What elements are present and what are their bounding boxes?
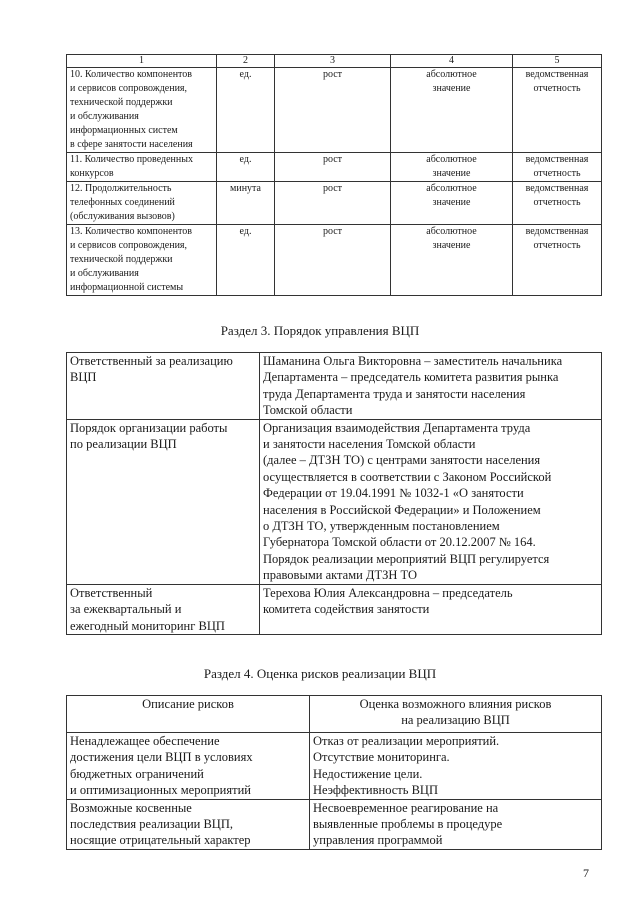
table-header-row	[67, 696, 602, 733]
indicator-type: абсолютное значение	[391, 153, 513, 182]
indicator-source: ведомственная отчетность	[513, 182, 602, 225]
indicator-trend: рост	[275, 68, 391, 153]
column-header: 5	[513, 55, 602, 68]
indicator-unit: минута	[217, 182, 275, 225]
table-row	[67, 584, 602, 634]
table-row	[67, 225, 602, 296]
table-row	[67, 182, 602, 225]
indicator-unit: ед.	[217, 225, 275, 296]
indicator-type: абсолютное значение	[391, 225, 513, 296]
risk-description: Ненадлежащее обеспечение достижения цели ВЦП в условиях бюджетных ограничений и оптимизационных мероприятий	[67, 733, 310, 800]
indicator-source: ведомственная отчетность	[513, 153, 602, 182]
row-value: Терехова Юлия Александровна – председатель комитета содействия занятости	[260, 584, 602, 634]
table-row	[67, 153, 602, 182]
indicator-trend: рост	[275, 225, 391, 296]
row-label: Ответственный за ежеквартальный и ежегодный мониторинг ВЦП	[67, 584, 260, 634]
row-value: Шаманина Ольга Викторовна – заместитель начальника Департамента – председатель комитета развития рынка труда Департамента труда и занятости населения Томской области	[260, 353, 602, 420]
indicators-table	[66, 54, 602, 296]
column-header: 3	[275, 55, 391, 68]
table-row	[67, 799, 602, 849]
risks-table	[66, 695, 602, 850]
section4-title: Раздел 4. Оценка рисков реализации ВЦП	[203, 666, 437, 681]
risk-impact: Отказ от реализации мероприятий. Отсутствие мониторинга. Недостижение цели. Неэффективность ВЦП	[310, 733, 602, 800]
column-header: 2	[217, 55, 275, 68]
indicator-source: ведомственная отчетность	[513, 225, 602, 296]
table-row	[67, 68, 602, 153]
column-header: Оценка возможного влияния рисков на реализацию ВЦП	[310, 696, 602, 733]
indicator-unit: ед.	[217, 68, 275, 153]
column-header: 1	[67, 55, 217, 68]
table-row	[67, 353, 602, 420]
column-header: 4	[391, 55, 513, 68]
column-header: Описание рисков	[67, 696, 310, 733]
table-header-row	[67, 55, 602, 68]
risk-description: Возможные косвенные последствия реализации ВЦП, носящие отрицательный характер	[67, 799, 310, 849]
indicator-type: абсолютное значение	[391, 68, 513, 153]
indicator-unit: ед.	[217, 153, 275, 182]
indicator-type: абсолютное значение	[391, 182, 513, 225]
row-value: Организация взаимодействия Департамента труда и занятости населения Томской области (далее – ДТЗН ТО) с центрами занятости населения осуществляется в соответствии с Законом Российской Федерации от 19.04.1991 № 1032-1 «О занятости населения в Российской Федерации» и Положением о ДТЗН ТО, утвержденным постановлением Губернатора Томской области от 20.12.2007 № 164. Порядок реализации мероприятий ВЦП регулируется правовыми актами ДТЗН ТО	[260, 419, 602, 584]
indicator-name: 11. Количество проведенных конкурсов	[67, 153, 217, 182]
indicator-name: 10. Количество компонентов и сервисов сопровождения, технической поддержки и обслуживания информационных систем в сфере занятости населения	[67, 68, 217, 153]
table-row	[67, 419, 602, 584]
indicator-source: ведомственная отчетность	[513, 68, 602, 153]
row-label: Ответственный за реализацию ВЦП	[67, 353, 260, 420]
risk-impact: Несвоевременное реагирование на выявленные проблемы в процедуре управления программой	[310, 799, 602, 849]
management-table	[66, 352, 602, 635]
row-label: Порядок организации работы по реализации ВЦП	[67, 419, 260, 584]
section3-title: Раздел 3. Порядок управления ВЦП	[220, 323, 420, 338]
indicator-name: 13. Количество компонентов и сервисов сопровождения, технической поддержки и обслуживания информационной системы	[67, 225, 217, 296]
table-row	[67, 733, 602, 800]
indicator-trend: рост	[275, 153, 391, 182]
page-number: 7	[583, 866, 589, 880]
indicator-name: 12. Продолжительность телефонных соединений (обслуживания вызовов)	[67, 182, 217, 225]
indicator-trend: рост	[275, 182, 391, 225]
